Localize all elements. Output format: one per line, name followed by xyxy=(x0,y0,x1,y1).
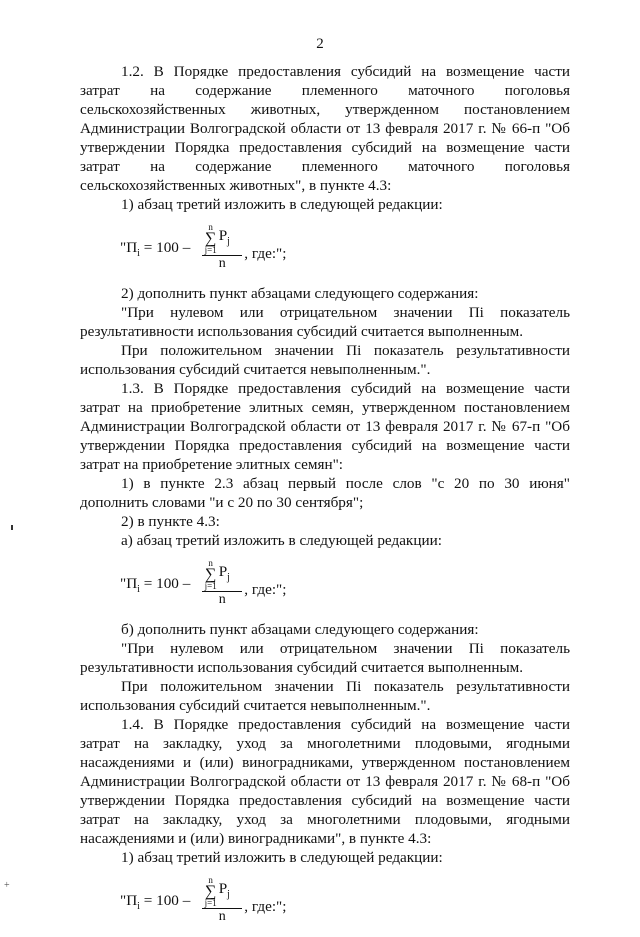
page-number: 2 xyxy=(316,36,324,52)
formula-1 xyxy=(120,222,570,272)
s13-quote1: "При нулевом или отрицательном значении Пi показатель результативности использования субсидий считается выполненным. xyxy=(80,640,570,676)
s13-item2a: а) абзац третий изложить в следующей редакции: xyxy=(121,532,442,549)
s13-item2: 2) в пункте 4.3: xyxy=(121,513,220,530)
s14-item1: 1) абзац третий изложить в следующей редакции: xyxy=(121,849,443,866)
formula-rhs: , где:"; xyxy=(244,245,287,262)
scan-artifact xyxy=(11,525,13,530)
s12-quote1: "При нулевом или отрицательном значении Пi показатель результативности использования субсидий считается выполненным. xyxy=(80,304,570,340)
s13-item2b: б) дополнить пункт абзацами следующего содержания: xyxy=(121,621,479,638)
s12-item1: 1) абзац третий изложить в следующей редакции: xyxy=(121,196,443,213)
formula-2: "$П_i = 100$ – n ∑ j=1 $P_j$ n , где:"; xyxy=(120,558,287,607)
formula-fraction: n ∑ j=1 $P_j$ n xyxy=(192,223,242,272)
s12-intro: 1.2. В Порядке предоставления субсидий на возмещение части затрат на содержание племенного маточного поголовья сельскохозяйственных животных, утвержденном постановлением Администрации Волгоградской области от 13 февраля 2017 г. № 66-п "Об утверждении Порядка предоставления субсидий на возмещение части затрат на содержание племенного маточного поголовья сельскохозяйственных животных", в пункте 4.3: xyxy=(80,63,570,194)
formula-lhs: "$П_i = 100$ – xyxy=(120,238,191,259)
formula-3: "$П_i = 100$ – n ∑ j=1 $P_j$ n , где:"; xyxy=(120,875,287,924)
s12-item2: 2) дополнить пункт абзацами следующего содержания: xyxy=(121,285,479,302)
s14-intro: 1.4. В Порядке предоставления субсидий на возмещение части затрат на закладку, уход за многолетними плодовыми, ягодными насаждениями и (или) виноградниками, утвержденном постановлением Администрации Волгоградской области от 13 февраля 2017 г. № 68-п "Об утверждении Порядка предоставления субсидий на возмещение части затрат на закладку, уход за многолетними плодовыми, ягодными насаждениями и (или) виноградниками", в пункте 4.3: xyxy=(80,716,570,847)
s13-quote2: При положительном значении Пi показатель результативности использования субсидий считается невыполненным.". xyxy=(80,678,570,714)
s13-item1: 1) в пункте 2.3 абзац первый после слов "с 20 по 30 июня" дополнить словами "и с 20 по 30 сентября"; xyxy=(80,475,570,511)
s12-quote2: При положительном значении Пi показатель результативности использования субсидий считается невыполненным.". xyxy=(80,342,570,378)
scan-mark: + xyxy=(4,880,10,891)
document-body xyxy=(80,62,570,937)
s13-intro: 1.3. В Порядке предоставления субсидий на возмещение части затрат на приобретение элитных семян, утвержденном постановлением Администрации Волгоградской области от 13 февраля 2017 г. № 67-п "Об утверждении Порядка предоставления субсидий на возмещение части затрат на приобретение элитных семян": xyxy=(80,380,570,473)
